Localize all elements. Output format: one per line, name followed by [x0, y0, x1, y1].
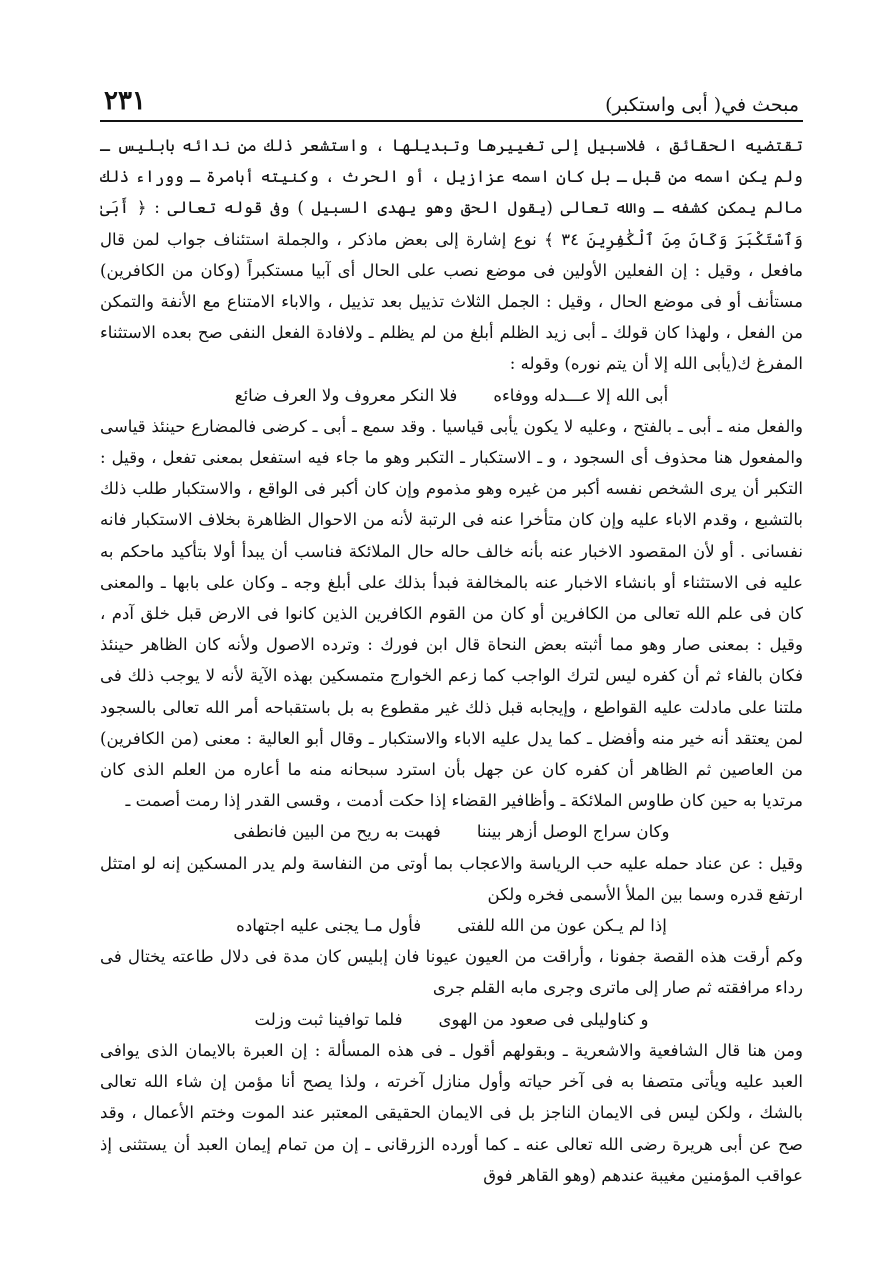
paragraph: تقتضيه الحقائق ، فلاسبيل إلى تغييرها وتبديلها ، واستشعر ذلك من ندائه بابليس ـ ولم يكن اسمه من قبل ـ بل كان اسمه عزازيل ، أو الحرث ، وكنيته أبامرة ـ ووراء ذلك مالم يمكن كشفه ـ والله تعالى (يقول الحق وهو يهدى السبيل ) وفى قوله تعالى : ﴿ أَبَىٰ وَٱسْتَكْبَرَ وَكَانَ مِنَ ٱلْكَٰفِرِينَ ٣٤ ﴾ نوع إشارة إلى بعض ماذكر ، والجملة استئناف جواب لمن قال مافعل ، وقيل : إن الفعلين الأولين فى موضع نصب على الحال أى آبيا مستكبراً (وكان من الكافرين) مستأنف أو فى موضع الحال ، وقيل : الجمل الثلاث تذييل بعد تذييل ، والاباء الامتناع مع الأنفة والتمكن من الفعل ، ولهذا كان قولك ـ أبى زيد الظلم أبلغ من لم يظلم ـ ولافادة الفعل النفى صح بعده الاستثناء المفرغ ك(يأبى الله إلا أن يتم نوره) وقوله :	[100, 136, 804, 374]
running-title: مبحث في( أبى واستكبر)	[605, 94, 799, 116]
verse-line	[100, 380, 803, 411]
verse-line	[100, 1004, 803, 1035]
paragraph: وكم أرقت هذه القصة جفونا ، وأراقت من العيون عيونا فان إبليس كان مدة فى دلال طاعته يختال فى رداء مرافقته ثم صار إلى ماترى وجرى مابه القلم جرى	[100, 947, 803, 998]
verse-hemistich-second: فهبت به ريح من البين فانطفى	[233, 822, 441, 842]
verse-hemistich-first: وكان سراج الوصل أزهر بيننا	[476, 822, 670, 842]
verse-line	[100, 910, 803, 941]
page-header	[100, 78, 803, 118]
verse-line	[100, 816, 803, 847]
paragraph: وقيل : عن عناد حمله عليه حب الرياسة والاعجاب بما أوتى من النفاسة ولم يدر المسكين إنه لو امتثل ارتفع قدره وسما بين الملأ الأسمى فخره ولكن	[100, 853, 803, 904]
verse-hemistich-second: فأول مـا يجنى عليه اجتهاده	[236, 916, 422, 936]
verse-hemistich-first: أبى الله إلا عـــدله ووفاءه	[493, 385, 669, 405]
verse-hemistich-second: فلا النكر معروف ولا العرف ضائع	[234, 385, 458, 405]
verse-hemistich-second: فلما توافينا ثبت وزلت	[254, 1009, 403, 1029]
page-number: ٢٣١	[104, 86, 146, 116]
verse-hemistich-first: و كناوليلى فى صعود من الهوى	[438, 1009, 649, 1029]
paragraph: والفعل منه ـ أبى ـ بالفتح ، وعليه لا يكون يأبى قياسيا . وقد سمع ـ أبى ـ كرضى فالمضارع حينئذ قياسى والمفعول هنا محذوف أى السجود ، و ـ الاستكبار ـ التكبر وهو ما جاء فيه استفعل بمعنى تفعل ، وقيل : التكبر أن يرى الشخص نفسه أكبر من غيره وهو مذموم وإن كان أكبر فى الواقع ، والاستكبار طلب ذلك بالتشبع ، وقدم الاباء عليه وإن كان متأخرا عنه فى الرتبة لأنه من الاحوال الظاهرة بخلاف الاستكبار فانه نفسانى . أو لأن المقصود الاخبار عنه بأنه خالف حاله حال الملائكة فناسب أن يبدأ أولا بتأكيد ماحكم به عليه فى الاستثناء أو بانشاء الاخبار عنه بالمخالفة فبدأ بذلك على أبلغ وجه ـ وكان على بابها ـ والمعنى كان فى علم الله تعالى من الكافرين أو كان من القوم الكافرين الذين كانوا فى الارض قبل خلق آدم ، وقيل : بمعنى صار وهو مما أثبته بعض النحاة قال ابن فورك : وترده الاصول ولأنه كان الظاهر حينئذ فكان بالفاء ثم أن كفره ليس لترك الواجب كما زعم الخوارج متمسكين بهذه الآية لأنه لا يوجب ذلك فى ملتنا على مادلت عليه القواطع ، وإيجابه قبل ذلك غير مقطوع به بل باستقباحه أمر الله تعالى بالسجود لمن يعتقد أنه خير منه وأفضل ـ كما يدل عليه الاباء والاستكبار ـ وقال أبو العالية : معنى (من الكافرين) من العاصين ثم الظاهر أن كفره كان عن جهل بأن استرد سبحانه منه ما أعاره من العلم الذى كان مرتديا به حين كان طاوس الملائكة ـ وأظافير القضاء إذا حكت أدمت ، وقسى القدر إذا رمت أصمت ـ	[100, 416, 804, 811]
body-text	[100, 130, 803, 1191]
paragraph: ومن هنا قال الشافعية والاشعرية ـ وبقولهم أقول ـ فى هذه المسألة : إن العبرة بالايمان الذى يوافى العبد عليه ويأتى متصفا به فى آخر حياته وأول منازل آخرته ، ولذا يصح أنا مؤمن إن شاء الله تعالى بالشك ، ولكن ليس فى الايمان الناجز بل فى الايمان الحقيقى المعتبر عند الموت وختم الأعمال ، وقد صح عن أبى هريرة رضى الله تعالى عنه ـ كما أورده الزرقانى ـ إن من تمام إيمان العبد أن يستثنى إذ عواقب المؤمنين مغيبة عندهم (وهو القاهر فوق	[100, 1040, 803, 1185]
header-rule	[100, 120, 803, 122]
verse-hemistich-first: إذا لم يـكن عون من الله للفتى	[457, 916, 667, 936]
